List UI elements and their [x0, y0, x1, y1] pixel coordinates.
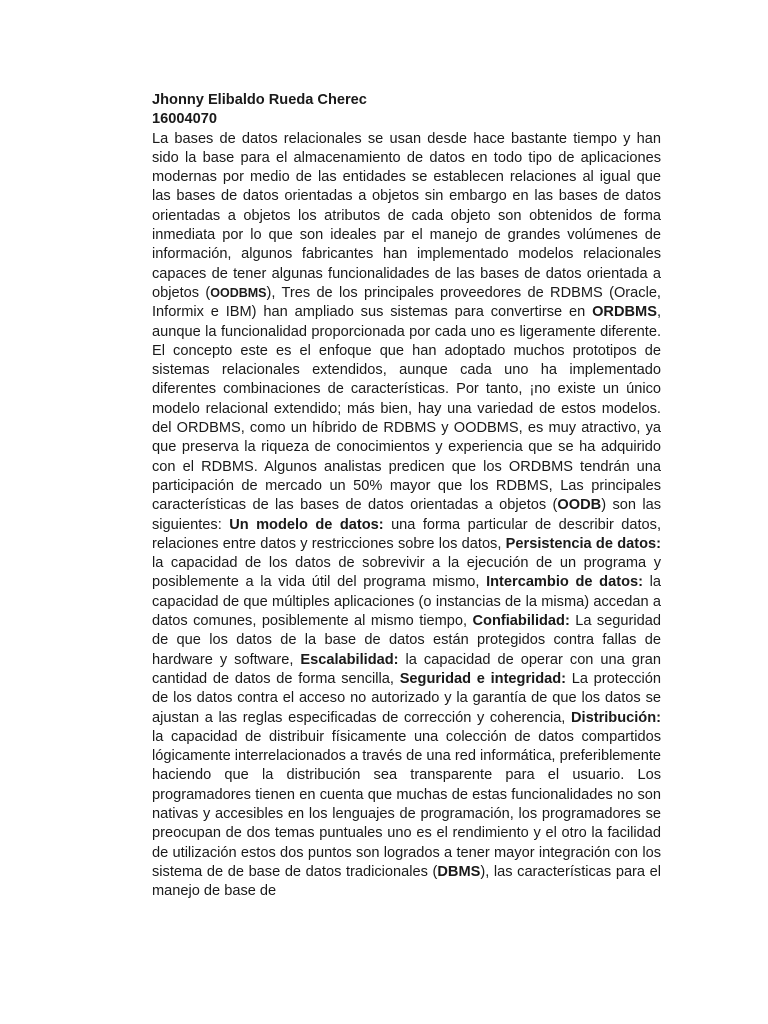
document-content [152, 91, 661, 901]
body-paragraph [152, 130, 661, 902]
bold-term: OODBMS [210, 285, 267, 300]
bold-term: Un modelo de datos: [229, 516, 384, 533]
bold-term: Persistencia de datos: [505, 535, 661, 552]
paragraph-text-run: La seguridad de que los datos de la base de datos están protegidos contra fallas de hardware y software, [152, 613, 661, 668]
paragraph-text-run: la capacidad de operar con una gran cantidad de datos de forma sencilla, [152, 651, 662, 687]
bold-term: DBMS [437, 863, 481, 880]
author-name: Jhonny Elibaldo Rueda Cherec [152, 92, 367, 108]
paragraph-text-run: la capacidad de los datos de sobrevivir a la ejecución de un programa y posiblemente a la vida útil del programa mismo, [152, 555, 661, 591]
paragraph-text-run: una forma particular de describir datos, relaciones entre datos y restricciones sobre los datos, [152, 516, 661, 552]
bold-term: Intercambio de datos: [486, 574, 643, 591]
bold-term: Distribución: [571, 709, 661, 726]
bold-term: Confiabilidad: [472, 613, 570, 630]
paragraph-text-run: la capacidad de distribuir físicamente una colección de datos compartidos lógicamente interrelacionados a través de una red informática, preferiblemente haciendo que la distribución sea transparente para el usuario. Los programadores tienen en cuenta que muchas de estas funcionalidades no son nativas y accesibles en los lenguajes de programación, los programadores se preocupan de dos temas puntuales uno es el rendimiento y el otro la facilidad de utilización estos dos puntos son logrados a tener mayor integración con los sistema de de base de datos tradicionales ( [152, 728, 661, 880]
paragraph-text-run: la capacidad de que múltiples aplicaciones (o instancias de la misma) accedan a datos comunes, posiblemente al mismo tiempo, [152, 574, 662, 630]
paragraph-text-run: ), Tres de los principales proveedores de RDBMS (Oracle, Informix e IBM) han ampliado sus sistemas para convertirse en [152, 284, 661, 321]
bold-term: Escalabilidad: [300, 651, 399, 668]
student-id: 16004070 [152, 111, 217, 128]
paragraph-text-run: ) son las siguientes: [152, 497, 661, 533]
paragraph-text-run: La bases de datos relacionales se usan desde hace bastante tiempo y han sido la base para el almacenamiento de datos en todo tipo de aplicaciones modernas por medio de las entidades se establecen relaciones al igual que las bases de datos orientadas a objetos sin embargo en las bases de datos orientadas a objetos los atributos de cada objeto son obtenidos de forma inmediata por lo que son ideales par el manejo de grandes volúmenes de información, algunos fabricantes han implementado modelos relacionales capaces de tener algunas funcionalidades de las bases de datos orientada a objetos ( [152, 130, 661, 301]
bold-term: Seguridad e integridad: [399, 670, 566, 687]
paragraph-text-run: La protección de los datos contra el acceso no autorizado y la garantía de que los datos se ajustan a las reglas especificadas de corrección y coherencia, [152, 670, 661, 726]
paragraph-text-run: ), las características para el manejo de base de [152, 863, 662, 900]
paragraph-text-run: , aunque la funcionalidad proporcionada por cada uno es ligeramente diferente. El concepto este es el enfoque que han adoptado muchos prototipos de sistemas relacionales extendidos, aunque cada uno ha implementado diferentes combinaciones de características. Por tanto, ¡no existe un único modelo relacional extendido; más bien, hay una variedad de estos modelos. del ORDBMS, como un híbrido de RDBMS y OODBMS, es muy atractivo, ya que preserva la riqueza de conocimientos y experiencia que se ha adquirido con el RDBMS. Algunos analistas predicen que los ORDBMS tendrán una participación de mercado un 50% mayor que los RDBMS, Las principales características de las bases de datos orientadas a objetos ( [152, 304, 661, 514]
bold-term: ORDBMS [592, 304, 657, 321]
bold-term: OODB [557, 497, 602, 514]
